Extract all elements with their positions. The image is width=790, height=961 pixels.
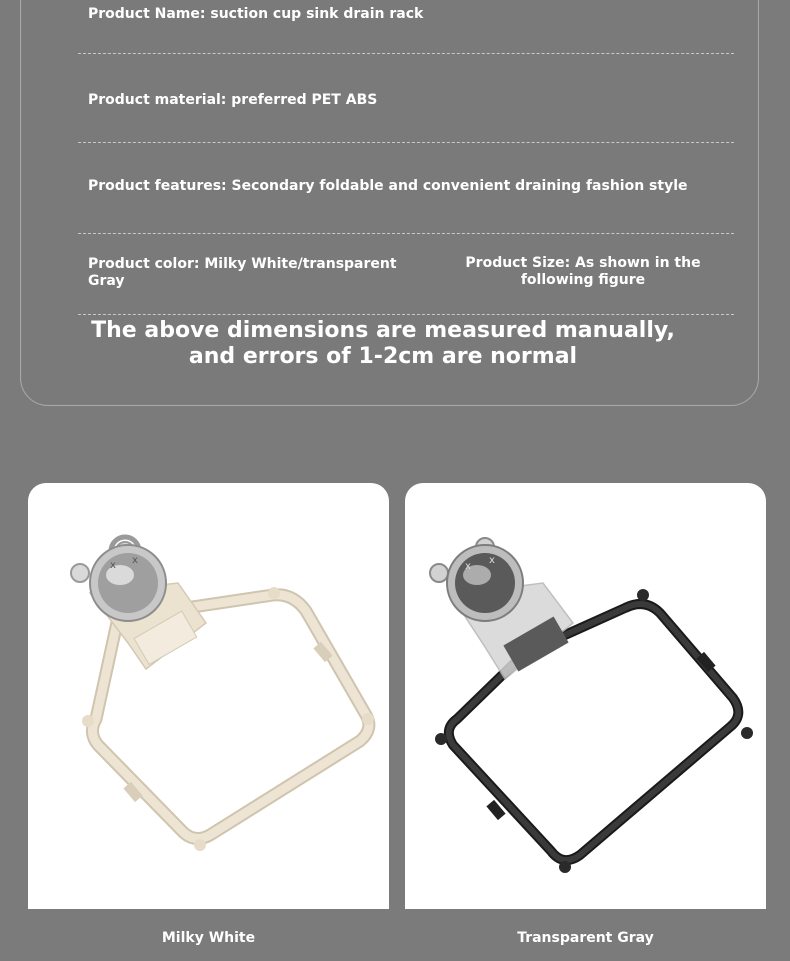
- variant-label: Milky White: [28, 909, 389, 961]
- spec-row-features: [78, 143, 734, 234]
- transparent-gray-rack-image: [405, 483, 766, 909]
- spec-panel: [20, 0, 759, 406]
- spec-row-material: [78, 54, 734, 143]
- spec-row-color-size: [78, 234, 734, 315]
- variant-card-milky-white[interactable]: [28, 483, 389, 961]
- variant-card-transparent-gray[interactable]: [405, 483, 766, 961]
- svg-text:x: x: [132, 555, 138, 566]
- svg-text:x: x: [110, 560, 116, 571]
- spec-row-name: [78, 0, 734, 54]
- product-material-text: Product material: preferred PET ABS: [88, 92, 378, 108]
- bear-suction-cup: [71, 537, 166, 621]
- product-size-text: Product Size: As shown in the following figure: [465, 255, 701, 288]
- milky-white-rack-image: [28, 483, 389, 909]
- product-features-text: Product features: Secondary foldable and convenient draining fashion style: [88, 178, 688, 194]
- svg-text:x: x: [489, 555, 495, 566]
- variant-label: Transparent Gray: [405, 909, 766, 961]
- product-color-text: Product color: Milky White/transparent Gray: [88, 256, 397, 289]
- svg-text:x: x: [465, 561, 471, 572]
- product-name-text: Product Name: suction cup sink drain rack: [88, 6, 424, 22]
- bear-suction-cup: [430, 538, 523, 621]
- measurement-note: The above dimensions are measured manually, and errors of 1-2cm are normal: [91, 318, 675, 369]
